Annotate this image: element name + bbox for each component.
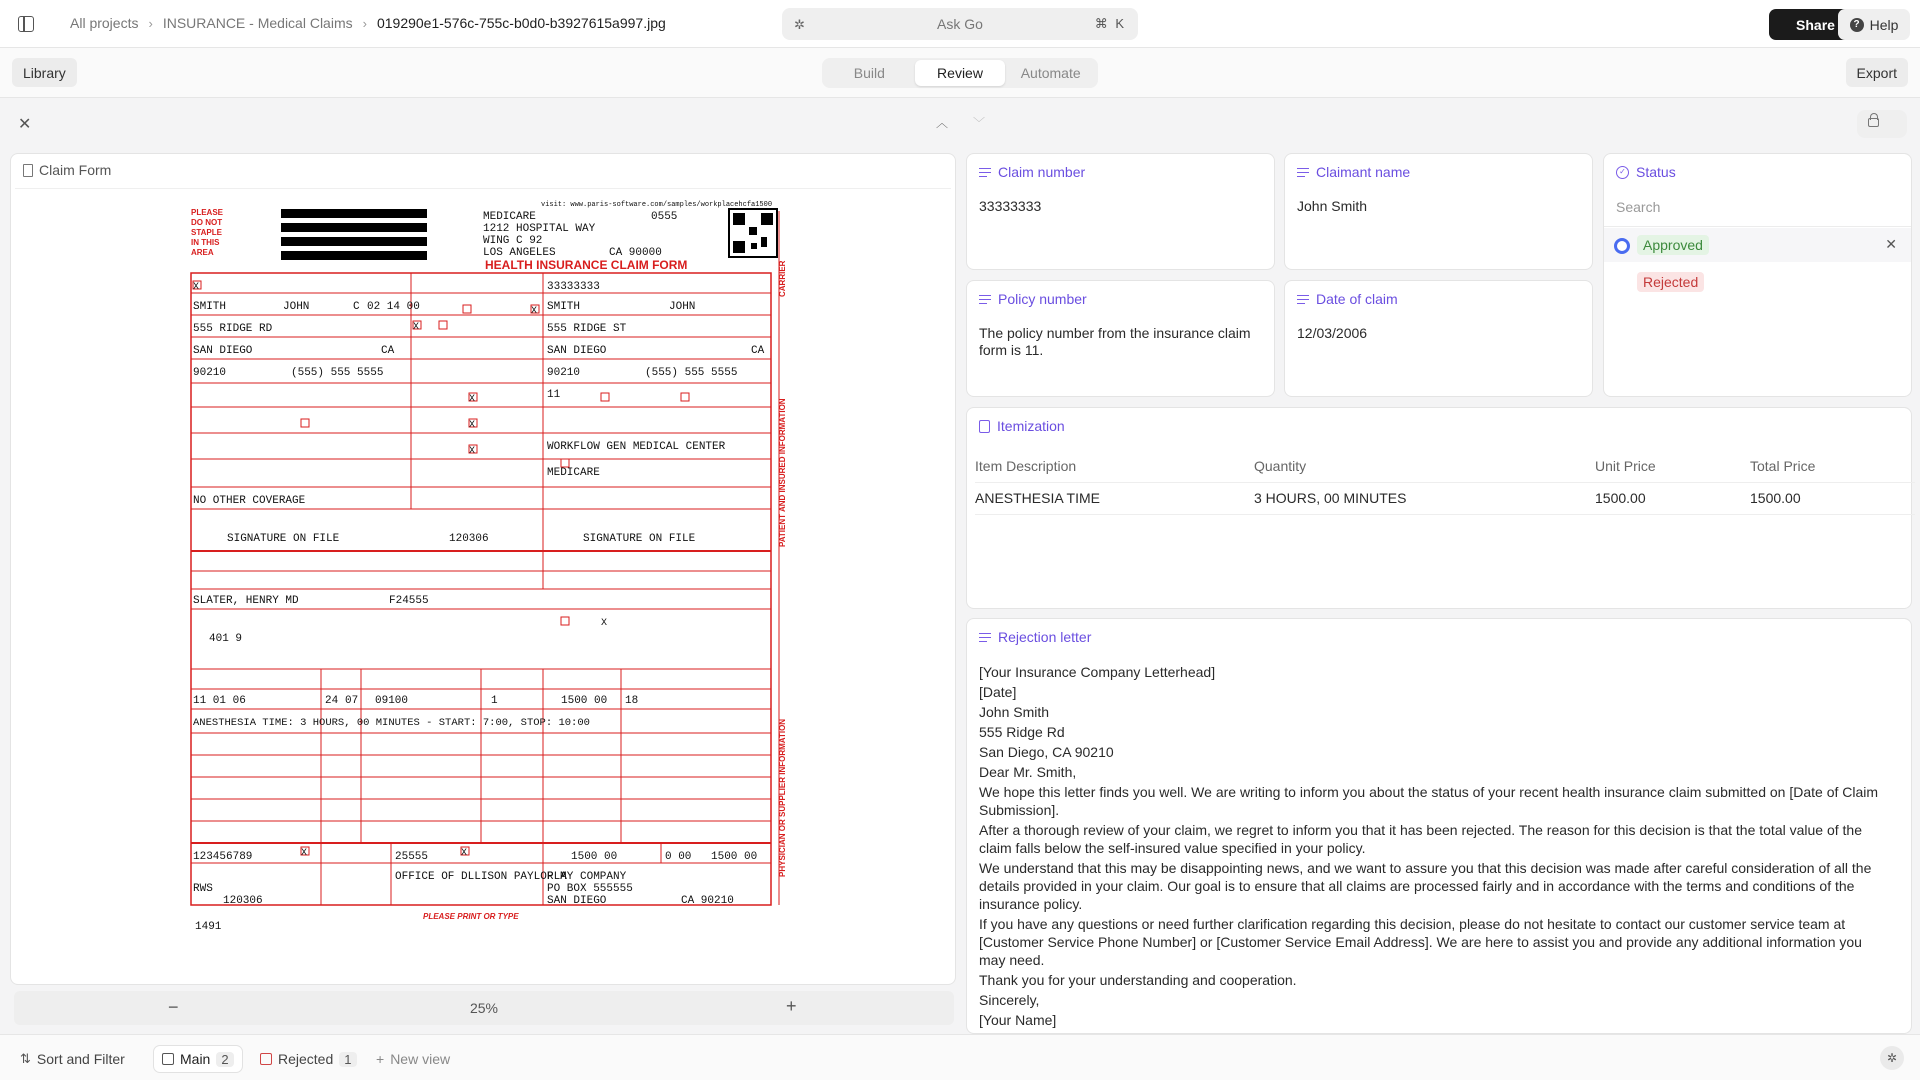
form-patient-mi: C xyxy=(353,301,360,313)
svg-text:X: X xyxy=(469,394,476,405)
svg-text:X: X xyxy=(601,618,608,629)
form-patient-address: 555 RIDGE RD xyxy=(193,323,273,335)
form-plan-name: MEDICARE xyxy=(547,467,600,479)
side-label-carrier: CARRIER xyxy=(778,260,787,297)
carrier-line-2: 1212 HOSPITAL WAY xyxy=(483,223,596,235)
form-footer: PLEASE PRINT OR TYPE xyxy=(423,912,519,921)
svg-text:X: X xyxy=(193,282,200,293)
form-amount-paid: 0 00 xyxy=(665,851,692,863)
svg-text:X: X xyxy=(413,322,420,333)
date-of-claim-card[interactable] xyxy=(1284,280,1593,397)
letter-paragraph: Sincerely, xyxy=(979,992,1040,1008)
letter-paragraph: 555 Ridge Rd xyxy=(979,724,1065,740)
column-header[interactable]: Total Price xyxy=(1750,457,1816,474)
letter-paragraph: We hope this letter finds you well. We are writing to inform you about the status of your recent health insurance claim submitted on [Date of Claim Submission]. xyxy=(979,784,1879,818)
claim-number-label: Claim number xyxy=(998,164,1086,180)
form-patient-zip: 90210 xyxy=(193,367,227,379)
view-count: 2 xyxy=(216,1052,233,1067)
new-view-label: New view xyxy=(390,1051,451,1067)
zoom-level: 25% xyxy=(469,1000,499,1016)
status-header xyxy=(1616,164,1676,180)
form-insured-signature: SIGNATURE ON FILE xyxy=(583,533,696,545)
text-lines-icon xyxy=(979,294,991,305)
form-service-note: ANESTHESIA TIME: 3 HOURS, 00 MINUTES - START: 7:00, STOP: 10:00 xyxy=(193,717,590,729)
form-other-coverage: NO OTHER COVERAGE xyxy=(193,495,306,507)
zoom-bar xyxy=(14,991,954,1025)
column-header[interactable]: Unit Price xyxy=(1595,457,1656,474)
table-icon xyxy=(979,420,990,433)
chevron-right-icon: › xyxy=(148,15,153,31)
column-header[interactable]: Item Description xyxy=(975,457,1077,474)
breadcrumb xyxy=(70,15,666,31)
share-button[interactable]: Share xyxy=(1769,9,1862,40)
ask-go-shortcut: ⌘ K xyxy=(1094,16,1126,31)
form-policy-group: 11 xyxy=(547,389,561,401)
svg-text:X: X xyxy=(461,848,468,859)
status-card xyxy=(1603,153,1912,397)
form-insured-id: 33333333 xyxy=(547,281,600,293)
status-option-rejected[interactable]: Rejected xyxy=(1637,272,1704,292)
svg-text:X: X xyxy=(469,446,476,457)
form-units: 18 xyxy=(625,695,639,707)
form-patient-phone: (555) 555 5555 xyxy=(291,367,384,379)
help-icon: ? xyxy=(1850,18,1864,32)
form-place: 24 xyxy=(325,695,339,707)
check-circle-icon: ✓ xyxy=(1616,166,1629,179)
ask-go-search[interactable] xyxy=(782,8,1138,40)
svg-text:X: X xyxy=(469,420,476,431)
side-label-physician: PHYSICIAN OR SUPPLIER INFORMATION xyxy=(778,718,787,877)
staple-note-4: IN THIS xyxy=(191,238,220,247)
form-patient-city: SAN DIEGO xyxy=(193,345,253,357)
staple-note-1: PLEASE xyxy=(191,208,224,217)
sparkle-assistant-icon[interactable]: ✲ xyxy=(1880,1046,1904,1070)
form-patient-state: CA xyxy=(381,345,395,357)
form-url: visit: www.paris-software.com/samples/workplacehcfa1500 xyxy=(541,201,773,209)
form-insured-name: SMITH xyxy=(547,301,581,313)
staple-note-2: DO NOT xyxy=(191,218,223,227)
table-header-row xyxy=(975,448,1915,482)
form-signature: SIGNATURE ON FILE xyxy=(227,533,340,545)
tab-automate[interactable]: Automate xyxy=(1020,65,1081,81)
letter-paragraph: [Your Name] xyxy=(979,1012,1057,1028)
form-signature-date: 120306 xyxy=(449,533,489,545)
lock-button[interactable] xyxy=(1857,110,1907,138)
table-icon xyxy=(162,1053,174,1065)
view-tab-main[interactable] xyxy=(153,1045,243,1073)
policy-number-header xyxy=(979,291,1087,307)
sidebar-toggle-icon[interactable] xyxy=(18,16,34,32)
ask-go-label: Ask Go xyxy=(937,16,983,32)
document-title-label: Claim Form xyxy=(39,162,112,178)
date-of-claim-label: Date of claim xyxy=(1316,291,1398,307)
claimant-name-value: John Smith xyxy=(1297,198,1368,214)
form-billing-3: SAN DIEGO xyxy=(547,895,607,907)
text-lines-icon xyxy=(1297,167,1309,178)
chevron-right-icon: › xyxy=(362,15,367,31)
claimant-name-header xyxy=(1297,164,1410,180)
rejection-letter-label: Rejection letter xyxy=(998,629,1092,645)
carrier-line-5: CA 90000 xyxy=(609,247,662,259)
date-of-claim-value: 12/03/2006 xyxy=(1297,325,1368,341)
form-dx-pointer: 1 xyxy=(491,695,498,707)
breadcrumb-project[interactable]: INSURANCE - Medical Claims xyxy=(162,15,353,31)
divider xyxy=(1604,226,1911,227)
column-header[interactable]: Quantity xyxy=(1254,457,1307,474)
letter-paragraph: [Date] xyxy=(979,684,1017,700)
sub-bar xyxy=(0,48,1920,98)
form-procedure: 09100 xyxy=(375,695,409,707)
item-description-cell: ANESTHESIA TIME xyxy=(975,482,1254,514)
breadcrumb-all-projects[interactable]: All projects xyxy=(70,15,139,31)
letter-paragraph: Dear Mr. Smith, xyxy=(979,764,1077,780)
itemization-label: Itemization xyxy=(997,418,1065,434)
form-facility: OFFICE OF DLLISON PAYLOR M xyxy=(395,871,567,883)
rejection-letter-header xyxy=(979,629,1091,645)
policy-number-value: The policy number from the insurance claim form is 11. xyxy=(979,325,1251,358)
carrier-line-4: LOS ANGELES xyxy=(483,247,556,259)
status-search-input[interactable]: Search xyxy=(1616,199,1661,215)
form-physician-initials: RWS xyxy=(193,883,213,895)
text-lines-icon xyxy=(979,632,991,643)
document-title xyxy=(23,162,111,178)
export-button[interactable]: Export xyxy=(1846,58,1908,87)
staple-note-3: STAPLE xyxy=(191,228,222,237)
form-insured-zip: 90210 xyxy=(547,367,581,379)
tab-build[interactable]: Build xyxy=(853,65,885,81)
form-total-charge: 1500 00 xyxy=(571,851,618,863)
chevron-up-icon[interactable]: ︿ xyxy=(936,116,949,130)
document-panel xyxy=(10,153,956,985)
sparkle-icon: ✲ xyxy=(794,17,805,32)
clear-selection-icon[interactable]: ✕ xyxy=(1885,236,1897,252)
sort-filter-button[interactable] xyxy=(20,1045,125,1073)
text-lines-icon xyxy=(979,167,991,178)
side-label-patient: PATIENT AND INSURED INFORMATION xyxy=(778,398,787,547)
barcode-bars xyxy=(281,209,427,260)
letter-paragraph: After a thorough review of your claim, we regret to inform you that it has been rejected. The reason for this decision is that the total value of the claim falls below the self-insured value specified in your policy. xyxy=(979,822,1862,856)
form-type: 07 xyxy=(345,695,359,707)
claim-form-image xyxy=(15,189,951,984)
svg-text:X: X xyxy=(531,306,538,317)
letter-paragraph: San Diego, CA 90210 xyxy=(979,744,1114,760)
letter-paragraph: John Smith xyxy=(979,704,1050,720)
itemization-header xyxy=(979,418,1065,434)
form-insured-state: CA xyxy=(751,345,765,357)
form-insured-phone: (555) 555 5555 xyxy=(645,367,738,379)
view-count: 1 xyxy=(339,1052,356,1067)
form-tax-id: 123456789 xyxy=(193,851,253,863)
svg-text:X: X xyxy=(301,848,308,859)
form-referring: SLATER, HENRY MD xyxy=(193,595,299,607)
policy-number-label: Policy number xyxy=(998,291,1087,307)
tool-row xyxy=(0,98,1920,150)
help-label: Help xyxy=(1869,16,1899,33)
form-billing-2: PO BOX 555555 xyxy=(547,883,633,895)
view-tab-rejected-label: Rejected xyxy=(278,1051,334,1067)
breadcrumb-file: 019290e1-576c-755c-b0d0-b3927615a997.jpg xyxy=(376,15,666,31)
form-patient-first: JOHN xyxy=(283,301,310,313)
help-button[interactable] xyxy=(1838,9,1910,40)
form-referring-id: F24555 xyxy=(389,595,429,607)
view-tab-main-label: Main xyxy=(180,1051,211,1067)
status-option-approved[interactable] xyxy=(1604,228,1911,262)
form-title: HEALTH INSURANCE CLAIM FORM xyxy=(485,258,688,272)
policy-number-card[interactable] xyxy=(966,280,1275,397)
new-view-button[interactable] xyxy=(376,1045,450,1073)
claim-number-card[interactable] xyxy=(966,153,1275,270)
form-dob: 02 14 00 xyxy=(367,301,420,313)
form-billing-1: PLAY COMPANY xyxy=(547,871,627,883)
radio-selected-icon xyxy=(1614,238,1630,254)
tab-review[interactable]: Review xyxy=(915,60,1006,86)
form-diagnosis: 401 9 xyxy=(209,633,243,645)
letter-paragraph: We understand that this may be disappointing news, and we want to assure you that this decision was made after careful consideration of all the details provided in your claim. Our goal is to ensure that all claims are processed fairly and in accordance with the terms and conditions of the insurance policy. xyxy=(979,860,1872,912)
form-billing-4: CA 90210 xyxy=(681,895,734,907)
claimant-name-label: Claimant name xyxy=(1316,164,1411,180)
view-tab-rejected[interactable] xyxy=(260,1045,357,1073)
form-service-date: 11 01 06 xyxy=(193,695,246,707)
form-insured-address: 555 RIDGE ST xyxy=(547,323,627,335)
carrier-line-3: WING C 92 xyxy=(483,235,543,247)
unit-price-cell: 1500.00 xyxy=(1595,482,1750,514)
plus-icon: + xyxy=(376,1051,385,1067)
itemization-table xyxy=(975,448,1915,515)
library-button[interactable]: Library xyxy=(12,58,77,87)
claim-number-value: 33333333 xyxy=(979,198,1042,214)
bottom-bar xyxy=(0,1034,1920,1080)
approved-badge: Approved xyxy=(1637,235,1709,255)
carrier-line-1: MEDICARE xyxy=(483,211,536,223)
letter-paragraph: Thank you for your understanding and cooperation. xyxy=(979,972,1297,988)
sort-filter-label: Sort and Filter xyxy=(36,1051,125,1067)
form-employer: WORKFLOW GEN MEDICAL CENTER xyxy=(547,441,726,453)
lock-icon xyxy=(1868,118,1879,127)
form-number: 1491 xyxy=(195,921,222,933)
chevron-down-icon[interactable]: ﹀ xyxy=(973,116,986,130)
claim-number-header xyxy=(979,164,1085,180)
top-bar xyxy=(0,0,1920,48)
sort-icon: ⇅ xyxy=(20,1051,31,1066)
itemization-card xyxy=(966,407,1912,609)
form-charges: 1500 00 xyxy=(561,695,608,707)
close-icon[interactable]: ✕ xyxy=(18,116,32,133)
form-patient-last: SMITH xyxy=(193,301,227,313)
letter-paragraph: [Your Insurance Company Letterhead] xyxy=(979,664,1216,680)
file-icon xyxy=(23,164,33,177)
mode-switcher xyxy=(822,58,1098,88)
document-viewer[interactable] xyxy=(15,188,951,983)
status-label: Status xyxy=(1636,164,1676,180)
form-balance-due: 1500 00 xyxy=(711,851,758,863)
letter-paragraph: If you have any questions or need further clarification regarding this decision, please do not hesitate to contact our customer service team at [Customer Service Phone Number] or [Customer Service Email Address]. We are here to assist you and provide any additional information you may need. xyxy=(979,916,1862,968)
zoom-out-button[interactable]: − xyxy=(168,997,179,1017)
carrier-code: 0555 xyxy=(651,211,678,223)
date-of-claim-header xyxy=(1297,291,1398,307)
form-insured-first: JOHN xyxy=(669,301,696,313)
form-account-no: 25555 xyxy=(395,851,429,863)
total-price-cell: 1500.00 xyxy=(1750,482,1915,514)
quantity-cell: 3 HOURS, 00 MINUTES xyxy=(1254,482,1595,514)
table-icon xyxy=(260,1053,272,1065)
zoom-in-button[interactable]: + xyxy=(786,996,797,1016)
qr-code xyxy=(729,209,777,257)
form-physician-date: 120306 xyxy=(223,895,263,907)
form-insured-city: SAN DIEGO xyxy=(547,345,607,357)
form-checkboxes xyxy=(193,281,689,855)
rejection-letter-body xyxy=(979,663,1889,1051)
text-lines-icon xyxy=(1297,294,1309,305)
rejection-letter-card[interactable] xyxy=(966,618,1912,1034)
staple-note-5: AREA xyxy=(191,248,214,257)
table-row[interactable] xyxy=(975,482,1915,514)
claimant-name-card[interactable] xyxy=(1284,153,1593,270)
